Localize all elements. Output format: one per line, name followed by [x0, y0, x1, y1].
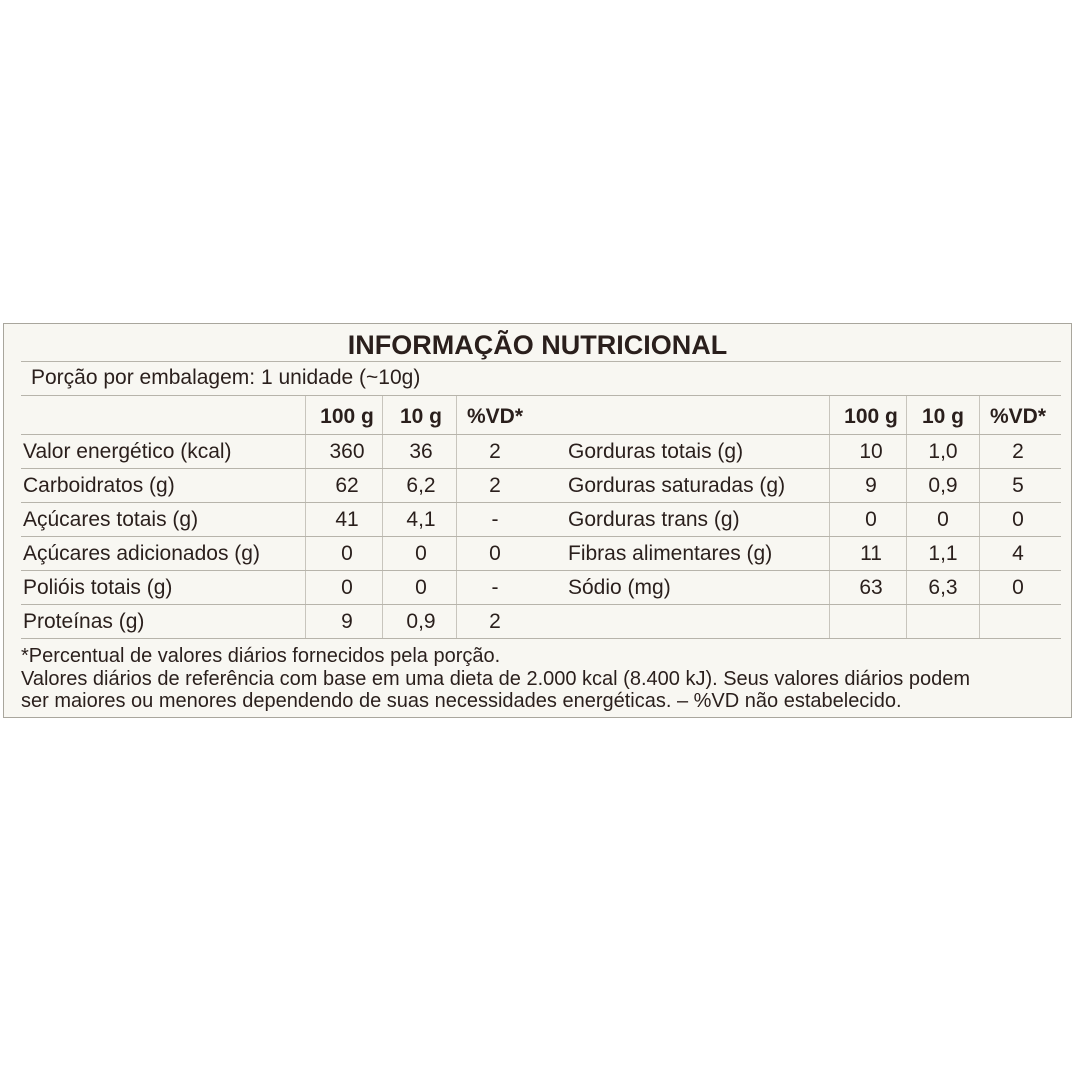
footnote-percent: *Percentual de valores diários fornecidos pela porção. — [21, 645, 501, 667]
col-divider — [305, 396, 306, 639]
nutrient-value-vd: - — [491, 576, 499, 599]
nutrient-label: Valor energético (kcal) — [23, 440, 232, 463]
serving-divider — [21, 395, 1061, 396]
nutrient-label: Fibras alimentares (g) — [568, 542, 773, 565]
nutrient-value-vd: 2 — [489, 610, 501, 633]
nutrient-value-10g: 0,9 — [406, 610, 436, 633]
nutrient-value-vd: - — [491, 508, 499, 531]
col-divider — [829, 396, 830, 639]
nutrient-value-10g: 0 — [415, 576, 427, 599]
nutrient-value-vd: 5 — [1012, 474, 1024, 497]
nutrient-value-vd: 0 — [489, 542, 501, 565]
table-bottom-divider — [21, 638, 1061, 639]
nutrient-label: Açúcares adicionados (g) — [23, 542, 260, 565]
nutrient-value-100g: 41 — [335, 508, 359, 531]
nutrient-value-10g: 6,2 — [406, 474, 436, 497]
nutrient-label: Proteínas (g) — [23, 610, 145, 633]
nutrient-label: Gorduras trans (g) — [568, 508, 740, 531]
nutrient-value-10g: 0 — [937, 508, 949, 531]
footnote-reference-cont: ser maiores ou menores dependendo de suas necessidades energéticas. – %VD não estabelecido. — [21, 690, 902, 712]
nutrient-value-10g: 0 — [415, 542, 427, 565]
nutrient-value-100g: 0 — [341, 576, 353, 599]
nutrient-value-10g: 36 — [409, 440, 433, 463]
nutrient-value-100g: 9 — [865, 474, 877, 497]
nutrient-label: Açúcares totais (g) — [23, 508, 199, 531]
footnote-reference: Valores diários de referência com base em uma dieta de 2.000 kcal (8.400 kJ). Seus valores diários podem — [21, 668, 971, 690]
serving-size: Porção por embalagem: 1 unidade (~10g) — [31, 366, 421, 389]
nutrient-label: Gorduras totais (g) — [568, 440, 744, 463]
right-header-vd: %VD* — [989, 405, 1047, 428]
nutrient-value-vd: 2 — [1012, 440, 1024, 463]
nutrient-label: Sódio (mg) — [568, 576, 671, 599]
nutrient-value-10g: 0,9 — [928, 474, 958, 497]
nutrient-value-vd: 0 — [1012, 576, 1024, 599]
nutrient-value-100g: 62 — [335, 474, 359, 497]
nutrient-value-vd: 4 — [1012, 542, 1024, 565]
nutrient-value-vd: 2 — [489, 440, 501, 463]
nutrition-facts-panel — [3, 323, 1072, 718]
nutrient-value-10g: 4,1 — [406, 508, 436, 531]
right-header-10g: 10 g — [921, 405, 965, 428]
nutrient-value-100g: 0 — [341, 542, 353, 565]
nutrient-value-100g: 360 — [329, 440, 365, 463]
nutrient-value-100g: 9 — [341, 610, 353, 633]
nutrient-value-10g: 1,0 — [928, 440, 958, 463]
nutrient-value-100g: 10 — [859, 440, 883, 463]
left-header-vd: %VD* — [466, 405, 524, 428]
nutrient-value-100g: 11 — [860, 542, 882, 565]
nutrient-value-100g: 0 — [865, 508, 877, 531]
nutrient-value-vd: 2 — [489, 474, 501, 497]
nutrient-value-10g: 6,3 — [928, 576, 958, 599]
nutrient-label: Carboidratos (g) — [23, 474, 175, 497]
title-divider — [21, 361, 1061, 362]
nutrient-value-10g: 1,1 — [928, 542, 958, 565]
nutrient-value-vd: 0 — [1012, 508, 1024, 531]
left-header-100g: 100 g — [320, 405, 374, 428]
left-header-10g: 10 g — [399, 405, 443, 428]
nutrient-value-100g: 63 — [859, 576, 883, 599]
nutrient-label: Gorduras saturadas (g) — [568, 474, 786, 497]
nutrient-label: Polióis totais (g) — [23, 576, 173, 599]
nutrition-title: INFORMAÇÃO NUTRICIONAL — [347, 330, 728, 360]
right-header-100g: 100 g — [844, 405, 898, 428]
